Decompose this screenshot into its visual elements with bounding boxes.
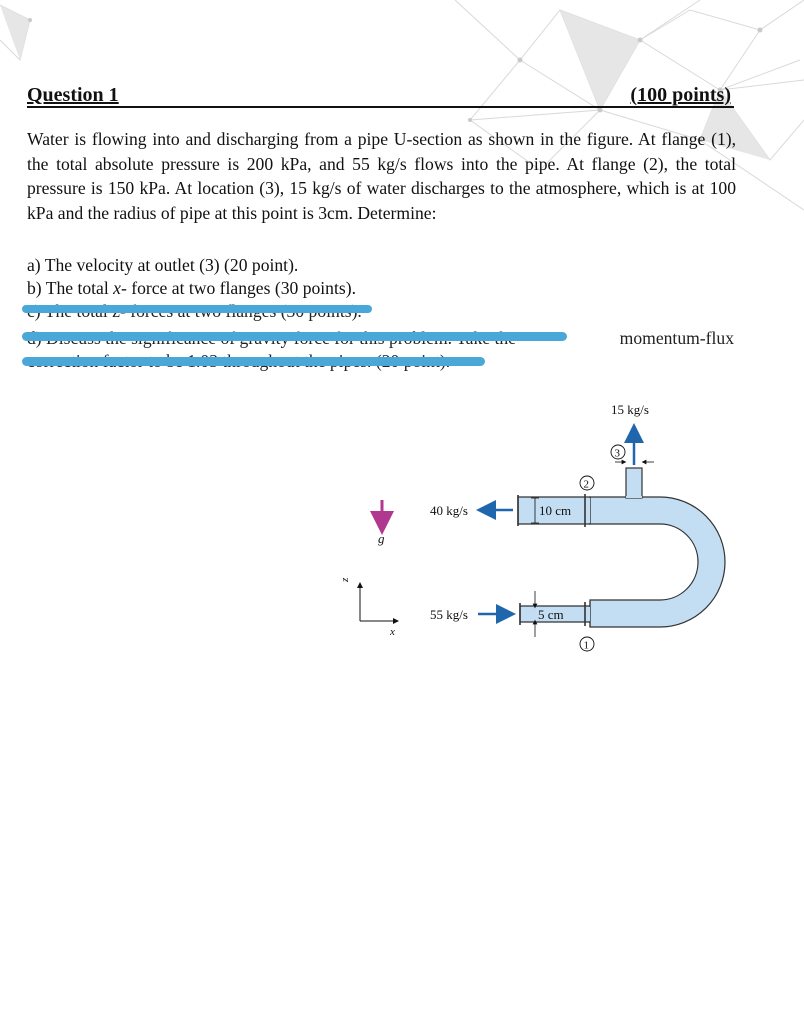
x-axis-label: x <box>390 626 395 638</box>
part-b-suffix: - force at two flanges (30 points). <box>120 278 356 298</box>
question-header <box>27 84 734 108</box>
problem-statement: Water is flowing into and discharging from a pipe U-section as shown in the figure. At flange (1), the total absolute pressure is 200 kPa, and 55 kg/s flows into the pipe. At flange (2), the total pressure is 150 kPa. At location (3), 15 kg/s of water discharges to the atmosphere, which is at 100 kPa and the radius of pipe at this point is 3cm. Determine: <box>27 129 736 223</box>
diameter-10cm-label: 10 cm <box>539 503 572 518</box>
u-pipe-body <box>590 497 725 627</box>
scribble-mark <box>22 305 372 313</box>
part-a: a) The velocity at outlet (3) (20 point). <box>27 255 299 275</box>
label-1: 1 <box>583 639 589 652</box>
scribble-mark <box>22 332 567 341</box>
outlet-3-flow-label: 15 kg/s <box>611 402 649 417</box>
diameter-5cm-label: 5 cm <box>538 607 564 622</box>
gravity-label: g <box>378 531 385 546</box>
part-b-prefix: b) The total <box>27 278 114 298</box>
flange-1-flow-label: 55 kg/s <box>430 607 468 622</box>
z-axis-label: z <box>339 577 351 582</box>
u-pipe-figure <box>330 395 730 660</box>
part-b-variable: x <box>113 278 121 298</box>
outlet-3-stub <box>626 468 642 498</box>
question-title: Question 1 <box>27 84 119 106</box>
scribble-mark <box>22 357 485 366</box>
label-3: 3 <box>614 447 620 460</box>
flange-2-flow-label: 40 kg/s <box>430 503 468 518</box>
label-2: 2 <box>583 478 589 491</box>
part-b <box>27 277 356 299</box>
question-points: (100 points) <box>630 84 731 106</box>
part-d-momentum-flux: momentum-flux <box>619 328 734 348</box>
